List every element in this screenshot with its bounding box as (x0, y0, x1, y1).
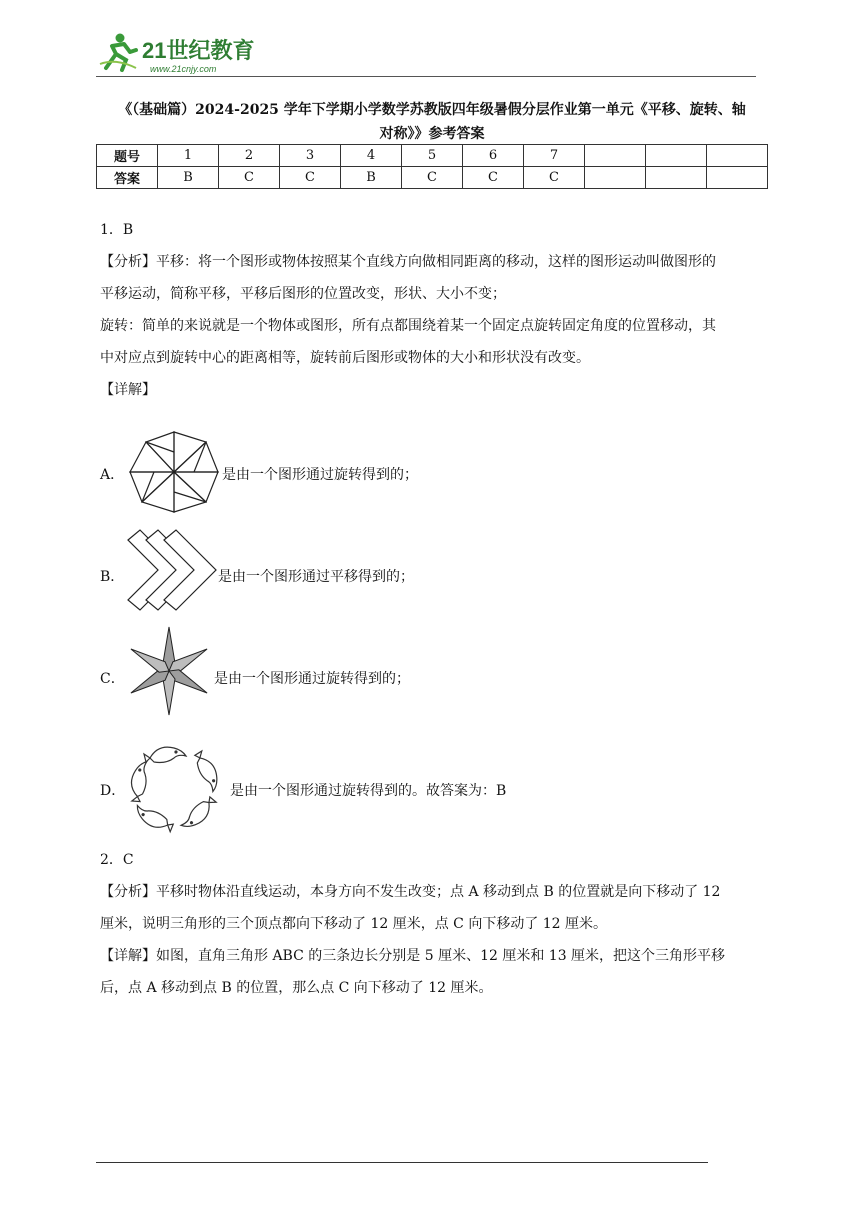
table-cell: C (402, 167, 463, 189)
table-cell: 2 (219, 145, 280, 167)
table-cell (585, 145, 646, 167)
star-figure (124, 624, 214, 718)
document-title (96, 98, 768, 146)
table-cell: C (219, 167, 280, 189)
table-cell (646, 145, 707, 167)
q2-analysis-line: 厘米，说明三角形的三个顶点都向下移动了 12 厘米，点 C 向下移动了 12 厘米。 (100, 916, 608, 932)
q2-detail-line: 后，点 A 移动到点 B 的位置，那么点 C 向下移动了 12 厘米。 (100, 980, 493, 996)
logo (96, 28, 266, 76)
runner-icon (100, 34, 136, 71)
pinwheel-figure (126, 428, 222, 516)
option-d (100, 780, 125, 800)
option-d-text: 是由一个图形通过旋转得到的。故答案为：B (230, 783, 507, 799)
table-cell: B (341, 167, 402, 189)
q2-heading: 2．C (100, 852, 134, 868)
table-cell: C (524, 167, 585, 189)
title-line-2: 对称》》参考答案 (379, 126, 485, 142)
logo-url: www.21cnjy.com (150, 64, 217, 74)
answer-table (96, 144, 768, 189)
table-cell (646, 167, 707, 189)
option-d-label: D． (100, 783, 126, 799)
q2-detail-line: 【详解】如图，直角三角形 ABC 的三条边长分别是 5 厘米、12 厘米和 13 厘米，把这个三角形平移 (100, 948, 726, 964)
q1-text (100, 214, 764, 406)
chevron-figure (124, 528, 220, 612)
q1-analysis-line: 平移运动，简称平移，平移后图形的位置改变，形状、大小不变； (100, 286, 506, 302)
option-b (100, 566, 124, 586)
logo-text: 21世纪教育 (142, 38, 255, 63)
table-row-answers (97, 167, 768, 189)
title-line-1: 《（基础篇）2024-2025 学年下学期小学数学苏教版四年级暑假分层作业第一单元《平移、旋转、轴 (118, 102, 746, 118)
table-cell: 7 (524, 145, 585, 167)
option-b-label: B． (100, 569, 125, 585)
q2-analysis-line: 【分析】平移时物体沿直线运动，本身方向不发生改变；点 A 移动到点 B 的位置就是向下移动了 12 (100, 884, 721, 900)
table-cell: 6 (463, 145, 524, 167)
q1-analysis-line: 【分析】平移：将一个图形或物体按照某个直线方向做相同距离的移动，这样的图形运动叫做图形的 (100, 254, 716, 270)
q1-detail-label: 【详解】 (100, 382, 156, 398)
q1-analysis-line: 旋转：简单的来说就是一个物体或图形，所有点都围绕着某一个固定点旋转固定角度的位置移动，其 (100, 318, 716, 334)
option-a-label: A． (100, 467, 125, 483)
q2-text (100, 844, 764, 1004)
page-header (96, 28, 756, 78)
dolphins-figure (124, 736, 228, 836)
option-c-label: C． (100, 671, 125, 687)
table-cell: C (463, 167, 524, 189)
option-c-text: 是由一个图形通过旋转得到的； (214, 671, 410, 687)
table-cell: 4 (341, 145, 402, 167)
table-header-question: 题号 (97, 145, 158, 167)
table-cell (707, 167, 768, 189)
q1-analysis-line: 中对应点到旋转中心的距离相等，旋转前后图形或物体的大小和形状没有改变。 (100, 350, 590, 366)
option-a (100, 464, 124, 484)
table-cell: 1 (158, 145, 219, 167)
table-cell: 3 (280, 145, 341, 167)
option-a-text: 是由一个图形通过旋转得到的； (222, 467, 418, 483)
table-cell: 5 (402, 145, 463, 167)
header-divider (96, 76, 756, 77)
q1-heading: 1．B (100, 222, 134, 238)
table-cell (707, 145, 768, 167)
table-cell: C (280, 167, 341, 189)
table-header-answer: 答案 (97, 167, 158, 189)
footer-divider (96, 1162, 708, 1163)
table-row-numbers (97, 145, 768, 167)
option-b-text: 是由一个图形通过平移得到的； (218, 569, 414, 585)
option-c (100, 668, 125, 688)
table-cell (585, 167, 646, 189)
table-cell: B (158, 167, 219, 189)
